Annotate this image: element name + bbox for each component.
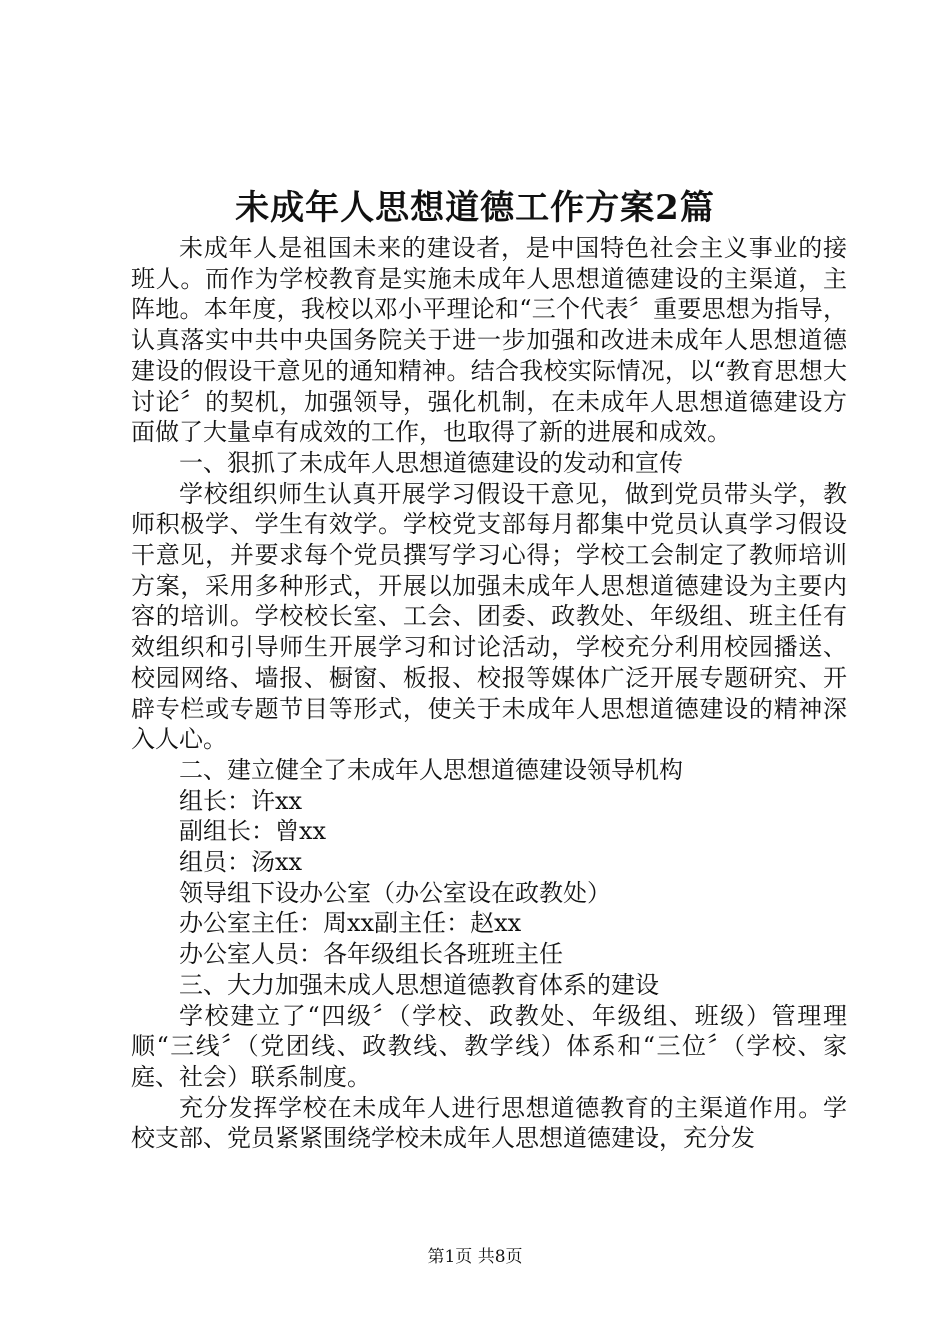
paragraph-section-1: 学校组织师生认真开展学习假设干意见，做到党员带头学，教师积极学、学生有效学。学校党支部每月都集中党员认真学习假设干意见，并要求每个党员撰写学习心得；学校工会制定了教师培训方案，采用多种形式，开展以加强未成年人思想道德建设为主要内容的培训。学校校长室、工会、团委、政教处、年级组、班主任有效组织和引导师生开展学习和讨论活动，学校充分利用校园播送、校园网络、墙报、橱窗、板报、校报等媒体广泛开展专题研究、开辟专栏或专题节目等形式，使关于未成年人思想道德建设的精神深入人心。 bbox=[131, 479, 847, 754]
document-title: 未成年人思想道德工作方案2篇 bbox=[235, 188, 715, 228]
page-footer: 第1页 共8页 bbox=[427, 1247, 523, 1267]
section-heading-1: 一、狠抓了未成年人思想道德建设的发动和宣传 bbox=[179, 448, 683, 477]
member-line: 组员：汤xx bbox=[179, 848, 303, 877]
section-heading-2: 二、建立健全了未成年人思想道德建设领导机构 bbox=[179, 755, 683, 784]
office-staff-line: 办公室人员：各年级组长各班班主任 bbox=[179, 940, 563, 969]
leader-line: 组长：许xx bbox=[179, 786, 303, 815]
paragraph-continued: 充分发挥学校在未成年人进行思想道德教育的主渠道作用。学校支部、党员紧紧围绕学校未成年人思想道德建设，充分发 bbox=[131, 1093, 847, 1153]
office-line: 领导组下设办公室（办公室设在政教处） bbox=[179, 878, 611, 907]
section-heading-3: 三、大力加强未成人思想道德教育体系的建设 bbox=[179, 970, 659, 999]
paragraph-intro: 未成年人是祖国未来的建设者，是中国特色社会主义事业的接班人。而作为学校教育是实施未成年人思想道德建设的主渠道，主阵地。本年度，我校以邓小平理论和“三个代表〞重要思想为指导，认真落实中共中央国务院关于进一步加强和改进未成年人思想道德建设的假设干意见的通知精神。结合我校实际情况，以“教育思想大讨论〞的契机，加强领导，强化机制，在未成年人思想道德建设方面做了大量卓有成效的工作，也取得了新的进展和成效。 bbox=[131, 234, 847, 447]
paragraph-section-3: 学校建立了“四级〞（学校、政教处、年级组、班级）管理理顺“三线〞（党团线、政教线、教学线）体系和“三位〞（学校、家庭、社会）联系制度。 bbox=[131, 1001, 847, 1091]
office-director-line: 办公室主任：周xx副主任：赵xx bbox=[179, 909, 522, 938]
document-body bbox=[131, 233, 847, 1154]
deputy-leader-line: 副组长：曾xx bbox=[179, 817, 327, 846]
